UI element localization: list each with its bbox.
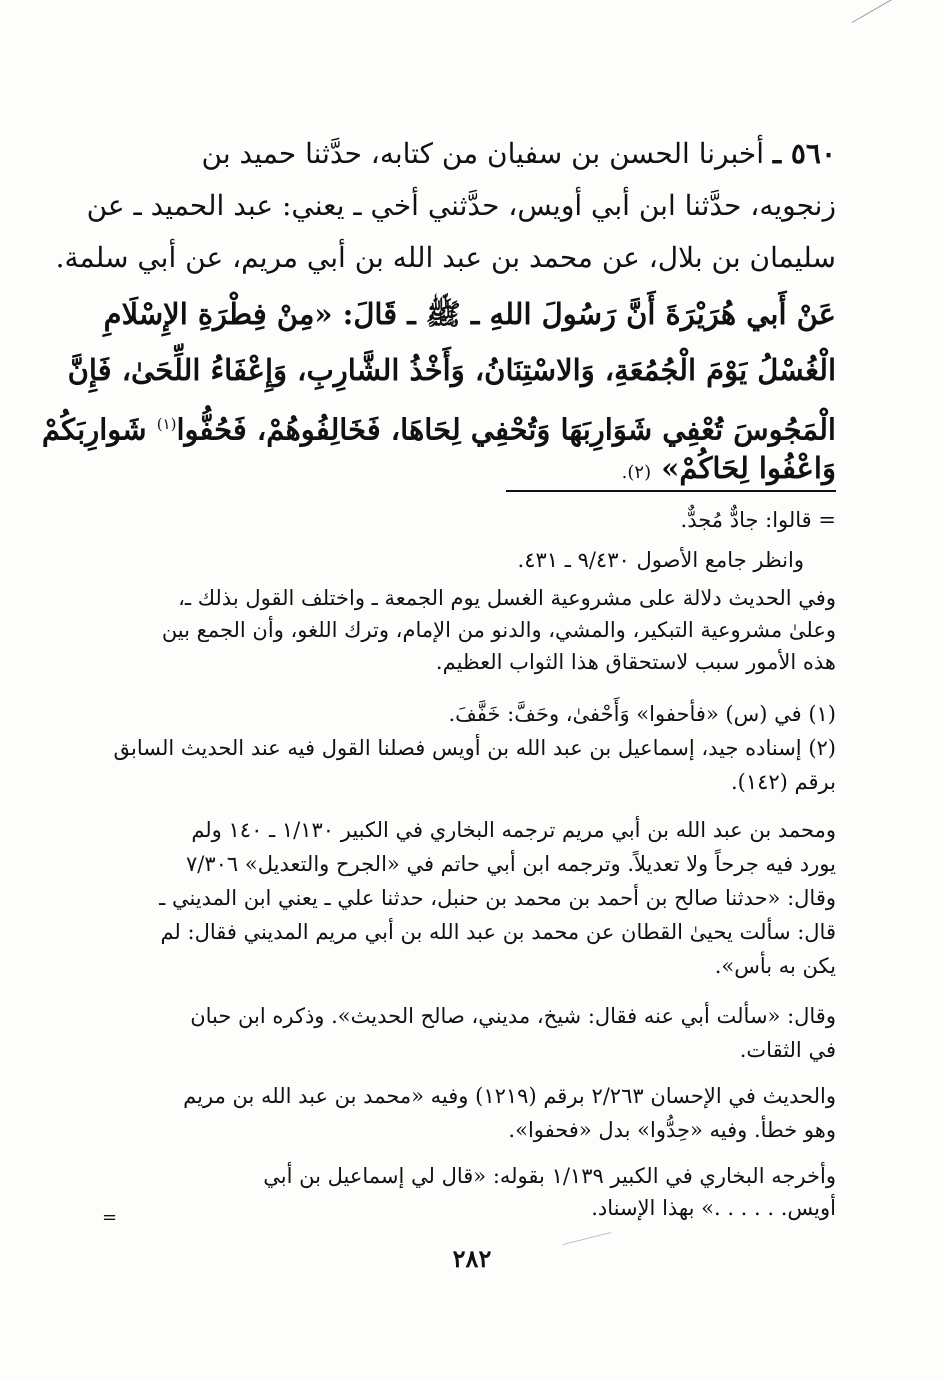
footnote-line: وهو خطأ. وفيه «حِدُّوا» بدل «فحفوا».	[508, 1118, 836, 1142]
footnote-line: وانظر جامع الأصول ٩/٤٣٠ ـ ٤٣١.	[517, 548, 804, 572]
narration-line: زنجويه، حدَّثنا ابن أبي أويس، حدَّثني أخي ـ يعني: عبد الحميد ـ عن	[86, 189, 836, 222]
footnote-line: في الثقات.	[739, 1038, 836, 1062]
footnote-line: (٢) إسناده جيد، إسماعيل بن عبد الله بن أويس فصلنا القول فيه عند الحديث السابق	[113, 736, 836, 760]
footnote-separator	[506, 490, 836, 492]
hadith-text: الْمَجُوسَ تُعْفِي شَوَارِبَهَا وَتُحْفِي لِحَاهَا، فَخَالِفُوهُمْ، فَحُفُّوا	[176, 412, 836, 447]
footnote-line: وأخرجه البخاري في الكبير ١/١٣٩ بقوله: «قال لي إسماعيل بن أبي	[263, 1164, 836, 1188]
footnote-line: برقم (١٤٢).	[730, 770, 836, 794]
footnote-line: وفي الحديث دلالة على مشروعية الغسل يوم الجمعة ـ واختلف القول بذلك ـ،	[178, 586, 836, 610]
hadith-line	[102, 440, 836, 496]
footnote-line: وقال: «حدثنا صالح بن أحمد بن محمد بن حنبل، حدثنا علي ـ يعني ابن المديني ـ	[159, 886, 836, 910]
footnote-line: والحديث في الإحسان ٢/٢٦٣ برقم (١٢١٩) وفيه «محمد بن عبد الله بن مريم	[183, 1084, 836, 1108]
footnote-line: وعلىٰ مشروعية التبكير، والمشي، والدنو من الإمام، وترك اللغو، وأن الجمع بين	[161, 618, 836, 642]
footnote-line: = قالوا: جادٌّ مُجدٌّ.	[680, 508, 836, 532]
hadith-number: ٥٦٠ ـ	[772, 137, 836, 170]
continuation-mark: =	[102, 1207, 118, 1228]
footnote-line: ومحمد بن عبد الله بن أبي مريم ترجمه البخاري في الكبير ١/١٣٠ ـ ١٤٠ ولم	[191, 818, 836, 842]
footnote-line: يورد فيه جرحاً ولا تعديلاً. وترجمه ابن أبي حاتم في «الجرح والتعديل» ٧/٣٠٦	[185, 852, 836, 876]
hadith-text: وَاعْفُوا لِحَاكُمْ»	[661, 451, 836, 485]
footnote-marker: (١)	[156, 415, 177, 433]
hadith-text: شَوارِبَكُمْ	[41, 412, 147, 447]
footnote-marker: (٢).	[621, 462, 652, 483]
footnote-line: هذه الأمور سبب لاستحقاق هذا الثواب العظيم.	[435, 650, 836, 674]
hadith-line: الْغُسْلُ يَوْمَ الْجُمُعَةِ، وَالاسْتِنَانُ، وَأَخْذُ الشَّارِبِ، وَإِعْفَاءُ اللِّحَىٰ، فَإِنَّ	[67, 353, 836, 387]
footnote-line: يكن به بأس».	[714, 954, 836, 978]
hadith-line: عَنْ أَبي هُرَيْرَةَ أَنَّ رَسُولَ اللهِ ـ ﷺ ـ قَالَ: «مِنْ فِطْرَةِ الإِسْلَامِ	[103, 297, 836, 331]
footnote-line: وقال: «سألت أبي عنه فقال: شيخ، مديني، صالح الحديث». وذكره ابن حبان	[190, 1004, 836, 1028]
stray-pen-mark	[852, 0, 904, 23]
footnote-line: أويس. . . . . .» بهذا الإسناد.	[591, 1196, 836, 1220]
page-number: ٢٨٢	[452, 1244, 492, 1273]
footnote-line: (١) في (س) «فأحفوا» وَأَحْفىٰ، وحَفَّ: خَفَّفَ.	[448, 702, 836, 726]
narration-line	[102, 128, 836, 180]
narration-text: أخبرنا الحسن بن سفيان من كتابه، حدَّثنا حميد بن	[201, 137, 765, 170]
narration-line: سليمان بن بلال، عن محمد بن عبد الله بن أبي مريم، عن أبي سلمة.	[55, 241, 836, 274]
footnote-line: قال: سألت يحيىٰ القطان عن محمد بن عبد الله بن أبي مريم المديني فقال: لم	[160, 920, 836, 944]
